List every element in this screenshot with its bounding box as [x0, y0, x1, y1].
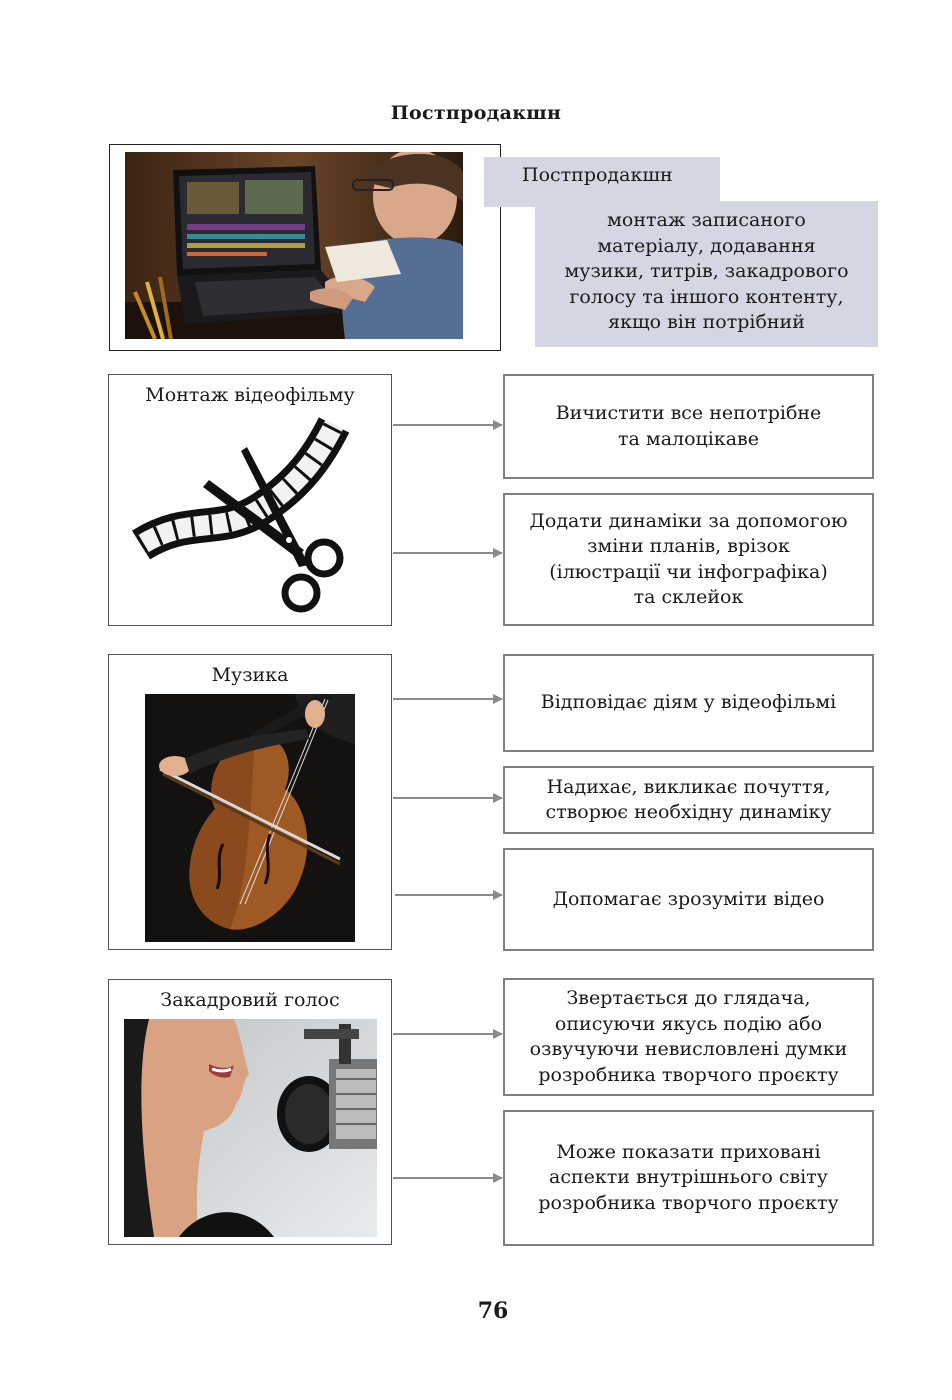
section-label: Музика [211, 664, 289, 686]
note-box: Допомагає зрозуміти відео [503, 848, 874, 951]
note-box: Надихає, викликає почуття, створює необхідну динаміку [503, 766, 874, 834]
page-title: Постпродакшн [390, 102, 562, 124]
note-box: Відповідає діям у відеофільмі [503, 654, 874, 752]
page-number: 76 [477, 1298, 509, 1324]
definition-term: Постпродакшн [484, 157, 720, 207]
note-box: Додати динаміки за допомогою зміни планів, врізок (ілюстрації чи інфографіка) та склейок [503, 493, 874, 626]
definition-text: монтаж записаного матеріалу, додавання музики, титрів, закадрового голосу та іншого контенту, якщо він потрібний [535, 201, 878, 347]
section-label: Закадровий голос [160, 989, 340, 1011]
note-box: Може показати приховані аспекти внутрішнього світу розробника творчого проєкту [503, 1110, 874, 1246]
section-label: Монтаж відеофільму [145, 384, 355, 406]
note-box: Вичистити все непотрібне та малоцікаве [503, 374, 874, 479]
note-box: Звертається до глядача, описуючи якусь подію або озвучуючи невисловлені думки розробника творчого проєкту [503, 978, 874, 1096]
